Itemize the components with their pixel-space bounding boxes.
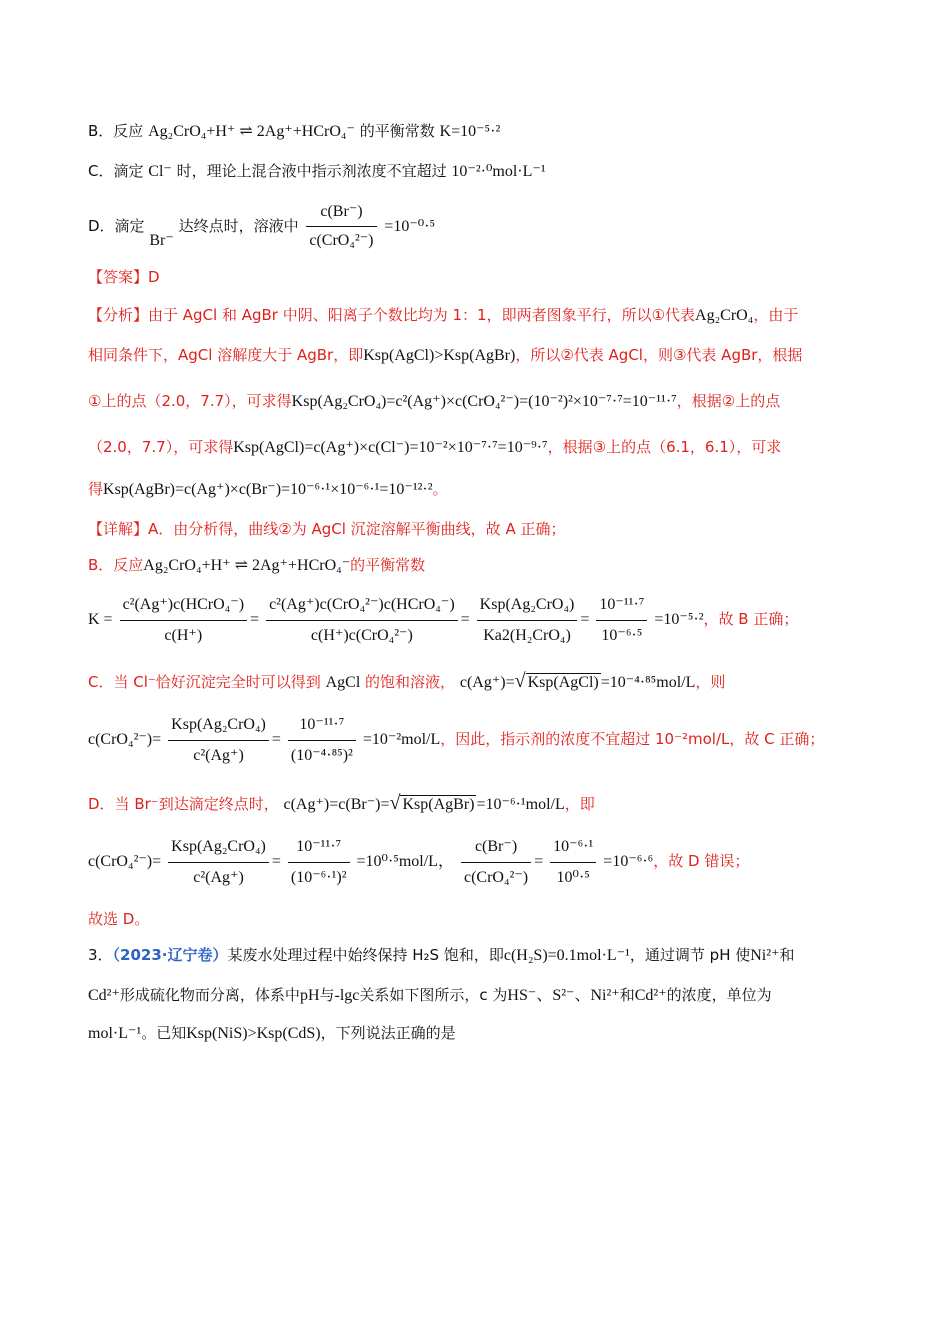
d-frac-4 [550,834,596,891]
question-text: 某废水处理过程中始终保持 H₂S 饱和，即 [227,946,504,964]
fraction-denominator: (10⁻⁴·⁸⁵)² [290,747,353,764]
question-source: （2023·辽宁卷） [112,946,228,964]
fraction-numerator: c(Br⁻) [306,200,376,227]
analysis-formula: Ksp(AgCl)=c(Ag⁺)×c(Cl⁻)=10⁻²×10⁻⁷·⁷=10⁻⁹·⁷ [233,439,548,456]
d-equation: c(CrO₄²⁻)= $\frac{\text{Ksp(Ag₂CrO₄)}}{\text{c²(Ag⁺)}}$ = $\frac{\text{10⁻¹¹·⁷}}{\text{(10⁻⁶·¹)²}}$ =10⁰·⁵mol/L， $\frac{c(Br^-)}{\text{c(CrO₄²⁻)}}$ = $\frac{\text{10⁻⁶·¹}}{\text{10⁰·⁵}}$ =10⁻⁶·⁶，故 D 错误； [88,834,749,891]
analysis-line-5 [88,478,448,501]
k-frac-4 [596,592,647,649]
question-text: 。已知 [141,1024,187,1042]
equation-result: =10⁻²mol/L [362,731,441,749]
q3-line-1 [88,944,795,967]
d-frac-1 [168,834,269,891]
detail-a: 【详解】A．由分析得，曲线②为 AgCl 沉淀溶解平衡曲线，故 A 正确； [88,520,566,538]
fraction-numerator: c²(Ag⁺)c(CrO₄²⁻)c(HCrO₄⁻) [266,592,458,621]
c-frac-2 [288,712,356,769]
option-c-text: 时，理论上混合液中指示剂浓度不宜超过 [176,162,447,180]
fraction-numerator: 10⁻¹¹·⁷ [596,592,647,621]
k-lhs: K = [88,611,113,629]
analysis-line-2 [88,344,802,367]
question-text: 和 [779,946,795,964]
analysis-formula: Ag₂CrO₄ [695,307,754,324]
question-formula: -lgc [334,987,360,1004]
analysis-text: ，根据②上的点 [676,392,781,410]
detail-text: ，故 D 错误； [653,852,750,871]
question-text: 的浓度，单位为 [666,986,772,1004]
detail-text: B．反应 [88,556,144,574]
option-b-value: K=10⁻⁵·² [439,123,501,140]
option-d-text: 达终点时，溶液中 [178,217,299,235]
c-frac-1 [168,712,269,769]
detail-formula: AgCl [325,674,361,691]
detail-text: ，即 [564,795,595,813]
final-choice: 故选 D。 [88,910,150,928]
d-ag-equation: c(Ag⁺)=c(Br⁻)=√ Ksp(AgBr) =10⁻⁶·¹mol/L [283,792,565,814]
question-formula: Cd²⁺ [88,987,120,1004]
detail-text: D．当 Br⁻到达滴定终点时， [88,795,279,813]
analysis-line-3 [88,390,780,413]
detail-text: 的平衡常数 [350,556,426,574]
fraction-numerator: Ksp(Ag₂CrO₄) [477,592,578,621]
radicand: Ksp(AgCl) [527,674,599,691]
fraction-numerator: c(Br⁻) [461,834,531,863]
analysis-line-1 [88,304,798,327]
d-frac-2 [288,834,350,891]
option-d-label: D．滴定 [88,217,145,235]
analysis-text: ①上的点（2.0，7.7），可求得 [88,392,292,410]
analysis-text: 得 [88,480,104,498]
detail-b [88,554,425,577]
question-formula: Ksp(NiS)>Ksp(CdS) [186,1025,321,1042]
answer: 【答案】D [88,268,160,286]
analysis-text: 【分析】由于 AgCl 和 AgBr 中阴、阳离子个数比均为 1：1，即两者图象平行，所以①代表 [88,306,696,324]
k-equation: K = $\frac{\text{c²(Ag⁺)c(HCrO₄⁻)}}{c(H^+)}$ = $\frac{\text{c²(Ag⁺)c(CrO₄²⁻)c(HCrO₄⁻)}}{\text{c(H⁺)c(CrO₄²⁻)}}$ = $\frac{\text{Ksp(Ag₂CrO₄)}}{\text{Ka2(H₂CrO₄)}}$ = $\frac{\text{10⁻¹¹·⁷}}{\text{10⁻⁶·⁵}}$ =10⁻⁵·²，故 B 正确； [88,592,798,649]
detail-c-line-1 [88,670,725,694]
detail-text: ，故 B 正确； [703,610,799,629]
question-formula: c(H₂S)=0.1mol·L⁻¹ [503,947,630,964]
k-result: =10⁻⁵·² [654,611,704,629]
detail-text: 的饱和溶液， [365,673,456,691]
option-d-value: =10⁻⁰·⁵ [384,218,436,235]
option-c-label: C．滴定 [88,162,144,180]
equation-result: =10⁰·⁵mol/L [356,853,438,871]
k-frac-3 [477,592,578,649]
detail-text: ，则 [695,673,726,691]
analysis-text: ，所以②代表 AgCl，则③代表 AgBr，根据 [515,346,803,364]
fraction-denominator: Ka2(H₂CrO₄) [483,627,571,644]
radicand: Ksp(AgBr) [402,796,475,813]
fraction-denominator: c²(Ag⁺) [193,747,244,764]
question-formula: mol·L⁻¹ [88,1025,142,1042]
question-text: ，通过调节 pH 使 [629,946,751,964]
question-text: 形成硫化物而分离，体系中 [119,986,300,1004]
option-b-text: 的平衡常数 [359,122,435,140]
q3-line-2 [88,984,772,1007]
fraction-denominator: 10⁰·⁵ [556,869,590,886]
k-frac-1 [120,592,247,649]
analysis-text: ，根据③上的点（6.1，6.1），可求 [547,438,782,456]
equation-part: c(Ag⁺)= [459,674,515,691]
analysis-text: ，由于 [753,306,799,324]
analysis-text: 。 [432,480,448,498]
option-c [88,160,546,183]
c-equation: c(CrO₄²⁻)= $\frac{\text{Ksp(Ag₂CrO₄)}}{\text{c²(Ag⁺)}}$ = $\frac{\text{10⁻¹¹·⁷}}{\text{(10⁻⁴·⁸⁵)²}}$ =10⁻²mol/L，因此，指示剂的浓度不宜超过 10⁻²mol/L，故 C 正确； [88,712,824,769]
option-c-value: 10⁻²·⁰mol·L⁻¹ [451,163,546,180]
analysis-line-4 [88,436,781,459]
question-formula: Ni²⁺ [750,947,780,964]
option-b [88,120,500,143]
equation-result: =10⁻⁶·⁶ [603,853,654,871]
d-frac-3 [461,834,531,891]
k-frac-2 [266,592,458,649]
question-number: 3． [88,946,113,964]
fraction-numerator: 10⁻¹¹·⁷ [288,834,350,863]
q3-line-3 [88,1022,456,1045]
equation-part: =10⁻⁴·⁸⁵mol/L [600,674,696,691]
detail-text: ，因此，指示剂的浓度不宜超过 10⁻²mol/L，故 C 正确； [440,730,825,749]
fraction-denominator: c(CrO₄²⁻) [309,232,374,249]
fraction-denominator: c(H⁺)c(CrO₄²⁻) [310,627,413,644]
fraction-denominator: c(CrO₄²⁻) [463,869,529,886]
analysis-formula: Ksp(AgCl)>Ksp(AgBr) [363,347,516,364]
fraction-numerator: Ksp(Ag₂CrO₄) [168,712,269,741]
equation-lhs: c(CrO₄²⁻)= [88,731,162,749]
option-d-ion: Br⁻ [149,232,174,249]
c-ag-equation: c(Ag⁺)=√ Ksp(AgCl) =10⁻⁴·⁸⁵mol/L [459,670,696,692]
fraction-denominator: 10⁻⁶·⁵ [601,627,643,644]
fraction-numerator: 10⁻⁶·¹ [550,834,596,863]
question-text: 与 [319,986,335,1004]
equation-lhs: c(CrO₄²⁻)= [88,853,162,871]
fraction-numerator: c²(Ag⁺)c(HCrO₄⁻) [120,592,247,621]
analysis-formula: Ksp(Ag₂CrO₄)=c²(Ag⁺)×c(CrO₄²⁻)=(10⁻²)²×10⁻⁷·⁷=10⁻¹¹·⁷ [291,393,677,410]
question-formula: Cd²⁺ [634,987,667,1004]
question-formula: HS⁻、S²⁻、Ni²⁺ [507,987,620,1004]
question-formula: pH [299,987,320,1004]
separator: ， [437,853,454,871]
fraction-denominator: (10⁻⁶·¹)² [290,869,347,886]
option-d [88,200,435,253]
equation-part: c(Ag⁺)=c(Br⁻)= [283,796,390,813]
fraction-numerator: 10⁻¹¹·⁷ [288,712,356,741]
question-text: 关系如下图所示，c 为 [359,986,508,1004]
fraction-denominator: c(H⁺) [164,627,203,644]
detail-text: C．当 Cl⁻恰好沉淀完全时可以得到 [88,673,321,691]
option-d-fraction [306,200,376,253]
detail-d-line-1 [88,792,595,816]
option-b-reaction: Ag₂CrO₄+H⁺ ⇌ 2Ag⁺+HCrO₄⁻ [148,123,355,140]
analysis-formula: Ksp(AgBr)=c(Ag⁺)×c(Br⁻)=10⁻⁶·¹×10⁻⁶·¹=10⁻¹²·² [103,481,433,498]
fraction-denominator: c²(Ag⁺) [193,869,244,886]
question-text: ，下列说法正确的是 [320,1024,456,1042]
equation-part: =10⁻⁶·¹mol/L [476,796,565,813]
analysis-text: 相同条件下，AgCl 溶解度大于 AgBr，即 [88,346,364,364]
analysis-text: （2.0，7.7），可求得 [88,438,234,456]
option-c-ion: Cl⁻ [148,163,172,180]
question-text: 和 [619,986,635,1004]
fraction-numerator: Ksp(Ag₂CrO₄) [168,834,269,863]
option-b-label: B．反应 [88,122,144,140]
detail-reaction: Ag₂CrO₄+H⁺ ⇌ 2Ag⁺+HCrO₄⁻ [143,557,351,574]
